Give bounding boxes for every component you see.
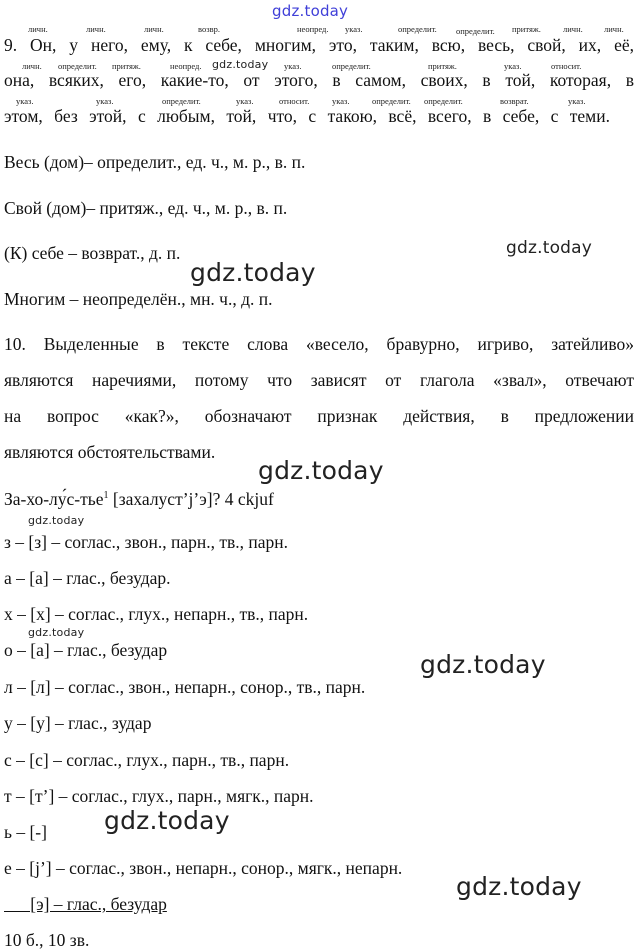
watermark: gdz.today [212,58,269,71]
annotation: возвр. [198,24,220,34]
sound-line: [э] – глас., безудар [4,894,167,914]
annotation: возврат. [500,96,529,106]
annotation: относит. [279,96,310,106]
paragraph-line: являются наречиями, потому что зависят от глагола «звал», отвечают [4,370,634,390]
word-syllables: За-хо-лу́с-тье [4,488,104,509]
annotation: личн. [22,61,42,71]
parse-line: (К) себе – возврат., д. п. [4,243,181,263]
annotation: указ. [96,96,114,106]
annotation: личн. [563,24,583,34]
text-line: этом, без этой, с любым, той, что, с такою, всё, всего, в себе, с теми. [4,106,610,126]
annotation: определит. [58,61,97,71]
watermark: gdz.today [28,626,85,639]
annotation: указ. [345,24,363,34]
transcription: [захалуст’j’э]? 4 ckjuf [108,488,274,509]
paragraph-line: 10. Выделенные в тексте слова «весело, бравурно, игриво, затейливо» [4,334,634,354]
annotation: определит. [372,96,411,106]
annotation: определит. [424,96,463,106]
annotation: определит. [456,26,495,36]
text-line: 9. Он, у него, ему, к себе, многим, это, таким, всю, весь, свой, их, её, [4,35,634,55]
annotation: относит. [551,61,582,71]
annotation: указ. [236,96,254,106]
annotation: определит. [398,24,437,34]
watermark: gdz.today [420,650,546,679]
parse-line: Свой (дом)– притяж., ед. ч., м. р., в. п. [4,198,288,218]
watermark: gdz.today [28,514,85,527]
word-transcription [4,486,274,509]
annotation: неопред. [170,61,202,71]
annotation: притяж. [512,24,541,34]
summary-line: 10 б., 10 зв. [4,930,90,950]
sound-line: х – [х] – соглас., глух., непарн., тв., парн. [4,604,309,624]
sound-line: е – [j’] – соглас., звон., непарн., сонор., мягк., непарн. [4,858,403,878]
sound-line: а – [а] – глас., безудар. [4,568,171,588]
annotation: указ. [332,96,350,106]
annotation: определит. [332,61,371,71]
annotation: указ. [284,61,302,71]
watermark: gdz.today [456,872,582,901]
watermark: gdz.today [506,238,593,258]
annotation: личн. [28,24,48,34]
annotation: личн. [604,24,624,34]
annotation: притяж. [112,61,141,71]
watermark: gdz.today [258,456,384,485]
sound-line: т – [т’] – соглас., глух., парн., мягк., парн. [4,786,314,806]
sound-line: у – [у] – глас., зудар [4,713,152,733]
sound-line: с – [с] – соглас., глух., парн., тв., парн. [4,750,290,770]
sound-line: о – [а] – глас., безудар [4,640,168,660]
watermark-top: gdz.today [272,2,349,20]
sound-line: з – [з] – соглас., звон., парн., тв., парн. [4,532,289,552]
watermark: gdz.today [190,258,316,287]
annotation: неопред. [297,24,329,34]
text-line: она, всяких, его, какие-то, от этого, в самом, своих, в той, которая, в [4,70,634,90]
annotation: указ. [16,96,34,106]
annotation: указ. [568,96,586,106]
annotation: указ. [504,61,522,71]
watermark: gdz.today [104,806,230,835]
annotation: притяж. [428,61,457,71]
paragraph-line: являются обстоятельствами. [4,442,216,462]
parse-line: Многим – неопределён., мн. ч., д. п. [4,289,273,309]
paragraph-line: на вопрос «как?», обозначают признак действия, в предложении [4,406,634,426]
parse-line: Весь (дом)– определит., ед. ч., м. р., в. п. [4,152,306,172]
sound-line: ь – [-] [4,822,47,842]
sound-line: л – [л] – соглас., звон., непарн., сонор., тв., парн. [4,677,366,697]
stress-mark: 1 [103,490,109,501]
annotation: определит. [162,96,201,106]
annotation: личн. [86,24,106,34]
annotation: личн. [144,24,164,34]
